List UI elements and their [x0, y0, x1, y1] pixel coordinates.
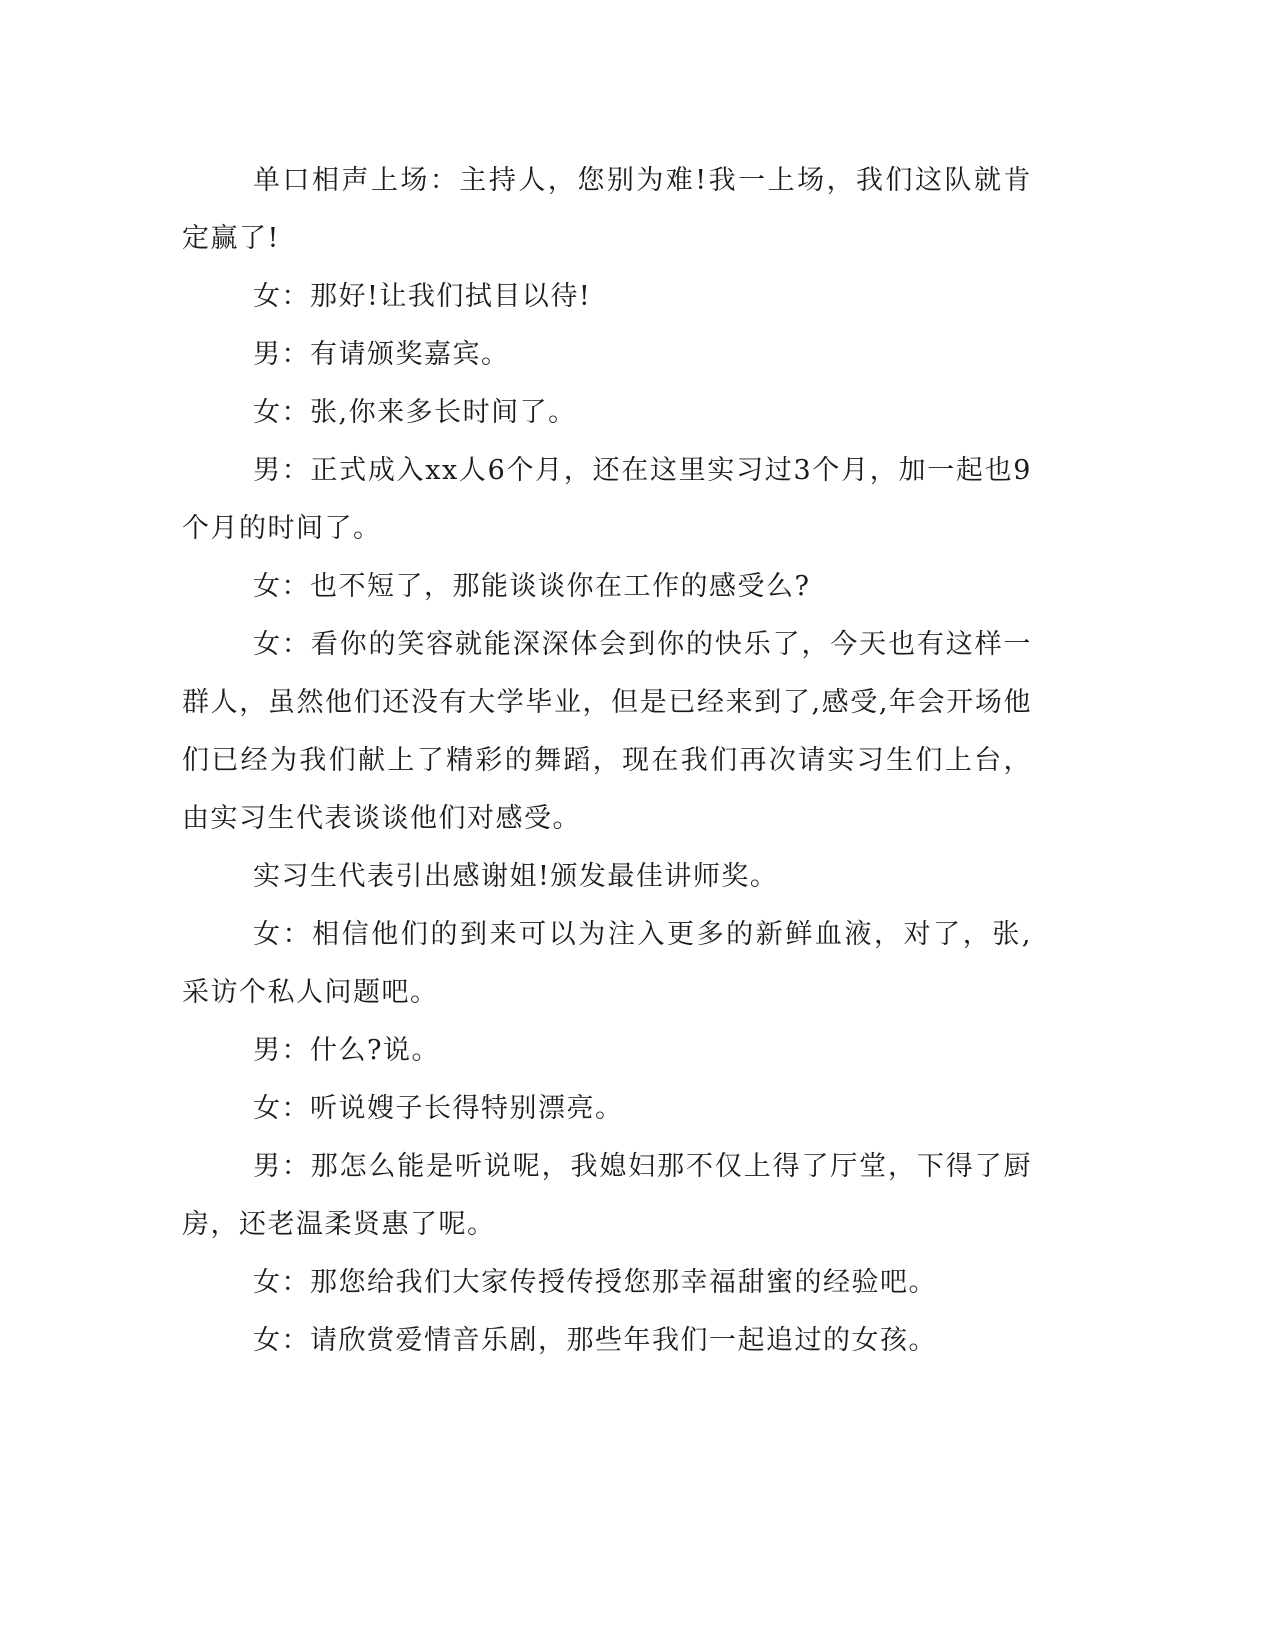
paragraph: 女：张,你来多长时间了。 [253, 397, 577, 428]
paragraph: 女：也不短了，那能谈谈你在工作的感受么? [253, 571, 811, 602]
paragraph: 女：那好!让我们拭目以待! [253, 281, 592, 312]
paragraph: 单口相声上场：主持人，您别为难!我一上场，我们这队就肯定赢了! [182, 165, 1032, 254]
paragraph: 男：正式成入xx人6个月，还在这里实习过3个月，加一起也9个月的时间了。 [182, 455, 1032, 544]
paragraph: 男：有请颁奖嘉宾。 [253, 339, 510, 370]
paragraph: 实习生代表引出感谢姐!颁发最佳讲师奖。 [253, 861, 779, 892]
paragraph: 女：那您给我们大家传授传授您那幸福甜蜜的经验吧。 [253, 1267, 937, 1298]
paragraph: 女：相信他们的到来可以为注入更多的新鲜血液，对了，张,采访个私人问题吧。 [182, 919, 1032, 1008]
document-body [182, 152, 1032, 1370]
paragraph: 男：什么?说。 [253, 1035, 440, 1066]
paragraph: 男：那怎么能是听说呢，我媳妇那不仅上得了厅堂，下得了厨房，还老温柔贤惠了呢。 [182, 1151, 1032, 1240]
paragraph: 女：听说嫂子长得特别漂亮。 [253, 1093, 624, 1124]
paragraph: 女：请欣赏爱情音乐剧，那些年我们一起追过的女孩。 [253, 1325, 937, 1356]
paragraph: 女：看你的笑容就能深深体会到你的快乐了，今天也有这样一群人，虽然他们还没有大学毕业，但是已经来到了,感受,年会开场他们已经为我们献上了精彩的舞蹈，现在我们再次请实习生们上台，由实习生代表谈谈他们对感受。 [182, 629, 1032, 834]
